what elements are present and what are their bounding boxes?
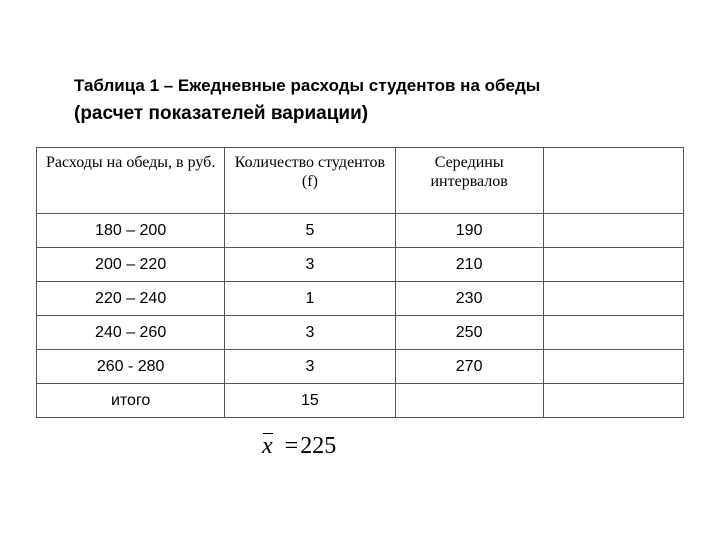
title-line-2: (расчет показателей вариации) (74, 103, 369, 124)
header-interval-midpoints: Середины интервалов (395, 148, 543, 214)
header-expenses: Расходы на обеды, в руб. (37, 148, 225, 214)
cell-total-label: итого (37, 384, 225, 418)
table-row (37, 350, 684, 384)
cell-empty (543, 282, 683, 316)
title-line-1: Таблица 1 – Ежедневные расходы студентов на обеды (74, 76, 541, 95)
table-row (37, 214, 684, 248)
cell-empty (395, 384, 543, 418)
formula-equals: = (284, 433, 299, 459)
formula-value: 225 (300, 433, 337, 459)
cell-interval: 240 – 260 (37, 316, 225, 350)
cell-interval: 260 - 280 (37, 350, 225, 384)
header-students-count: Количество студентов (f) (225, 148, 395, 214)
cell-interval: 180 – 200 (37, 214, 225, 248)
cell-count: 3 (225, 248, 395, 282)
table-row (37, 282, 684, 316)
cell-interval: 200 – 220 (37, 248, 225, 282)
cell-empty (543, 316, 683, 350)
table-title (74, 72, 694, 128)
formula-variable: x (262, 433, 273, 459)
table-row (37, 316, 684, 350)
table-row (37, 248, 684, 282)
cell-midpoint: 210 (395, 248, 543, 282)
cell-empty (543, 384, 683, 418)
cell-empty (543, 214, 683, 248)
cell-count: 1 (225, 282, 395, 316)
cell-midpoint: 250 (395, 316, 543, 350)
total-row (37, 384, 684, 418)
header-row (37, 148, 684, 214)
cell-empty (543, 248, 683, 282)
mean-formula (262, 432, 336, 460)
cell-count: 3 (225, 350, 395, 384)
mean-symbol (262, 432, 273, 460)
cell-count: 3 (225, 316, 395, 350)
cell-total-count: 15 (225, 384, 395, 418)
cell-empty (543, 350, 683, 384)
cell-midpoint: 190 (395, 214, 543, 248)
cell-interval: 220 – 240 (37, 282, 225, 316)
expenses-table (36, 147, 684, 418)
header-empty (543, 148, 683, 214)
cell-midpoint: 270 (395, 350, 543, 384)
cell-midpoint: 230 (395, 282, 543, 316)
cell-count: 5 (225, 214, 395, 248)
